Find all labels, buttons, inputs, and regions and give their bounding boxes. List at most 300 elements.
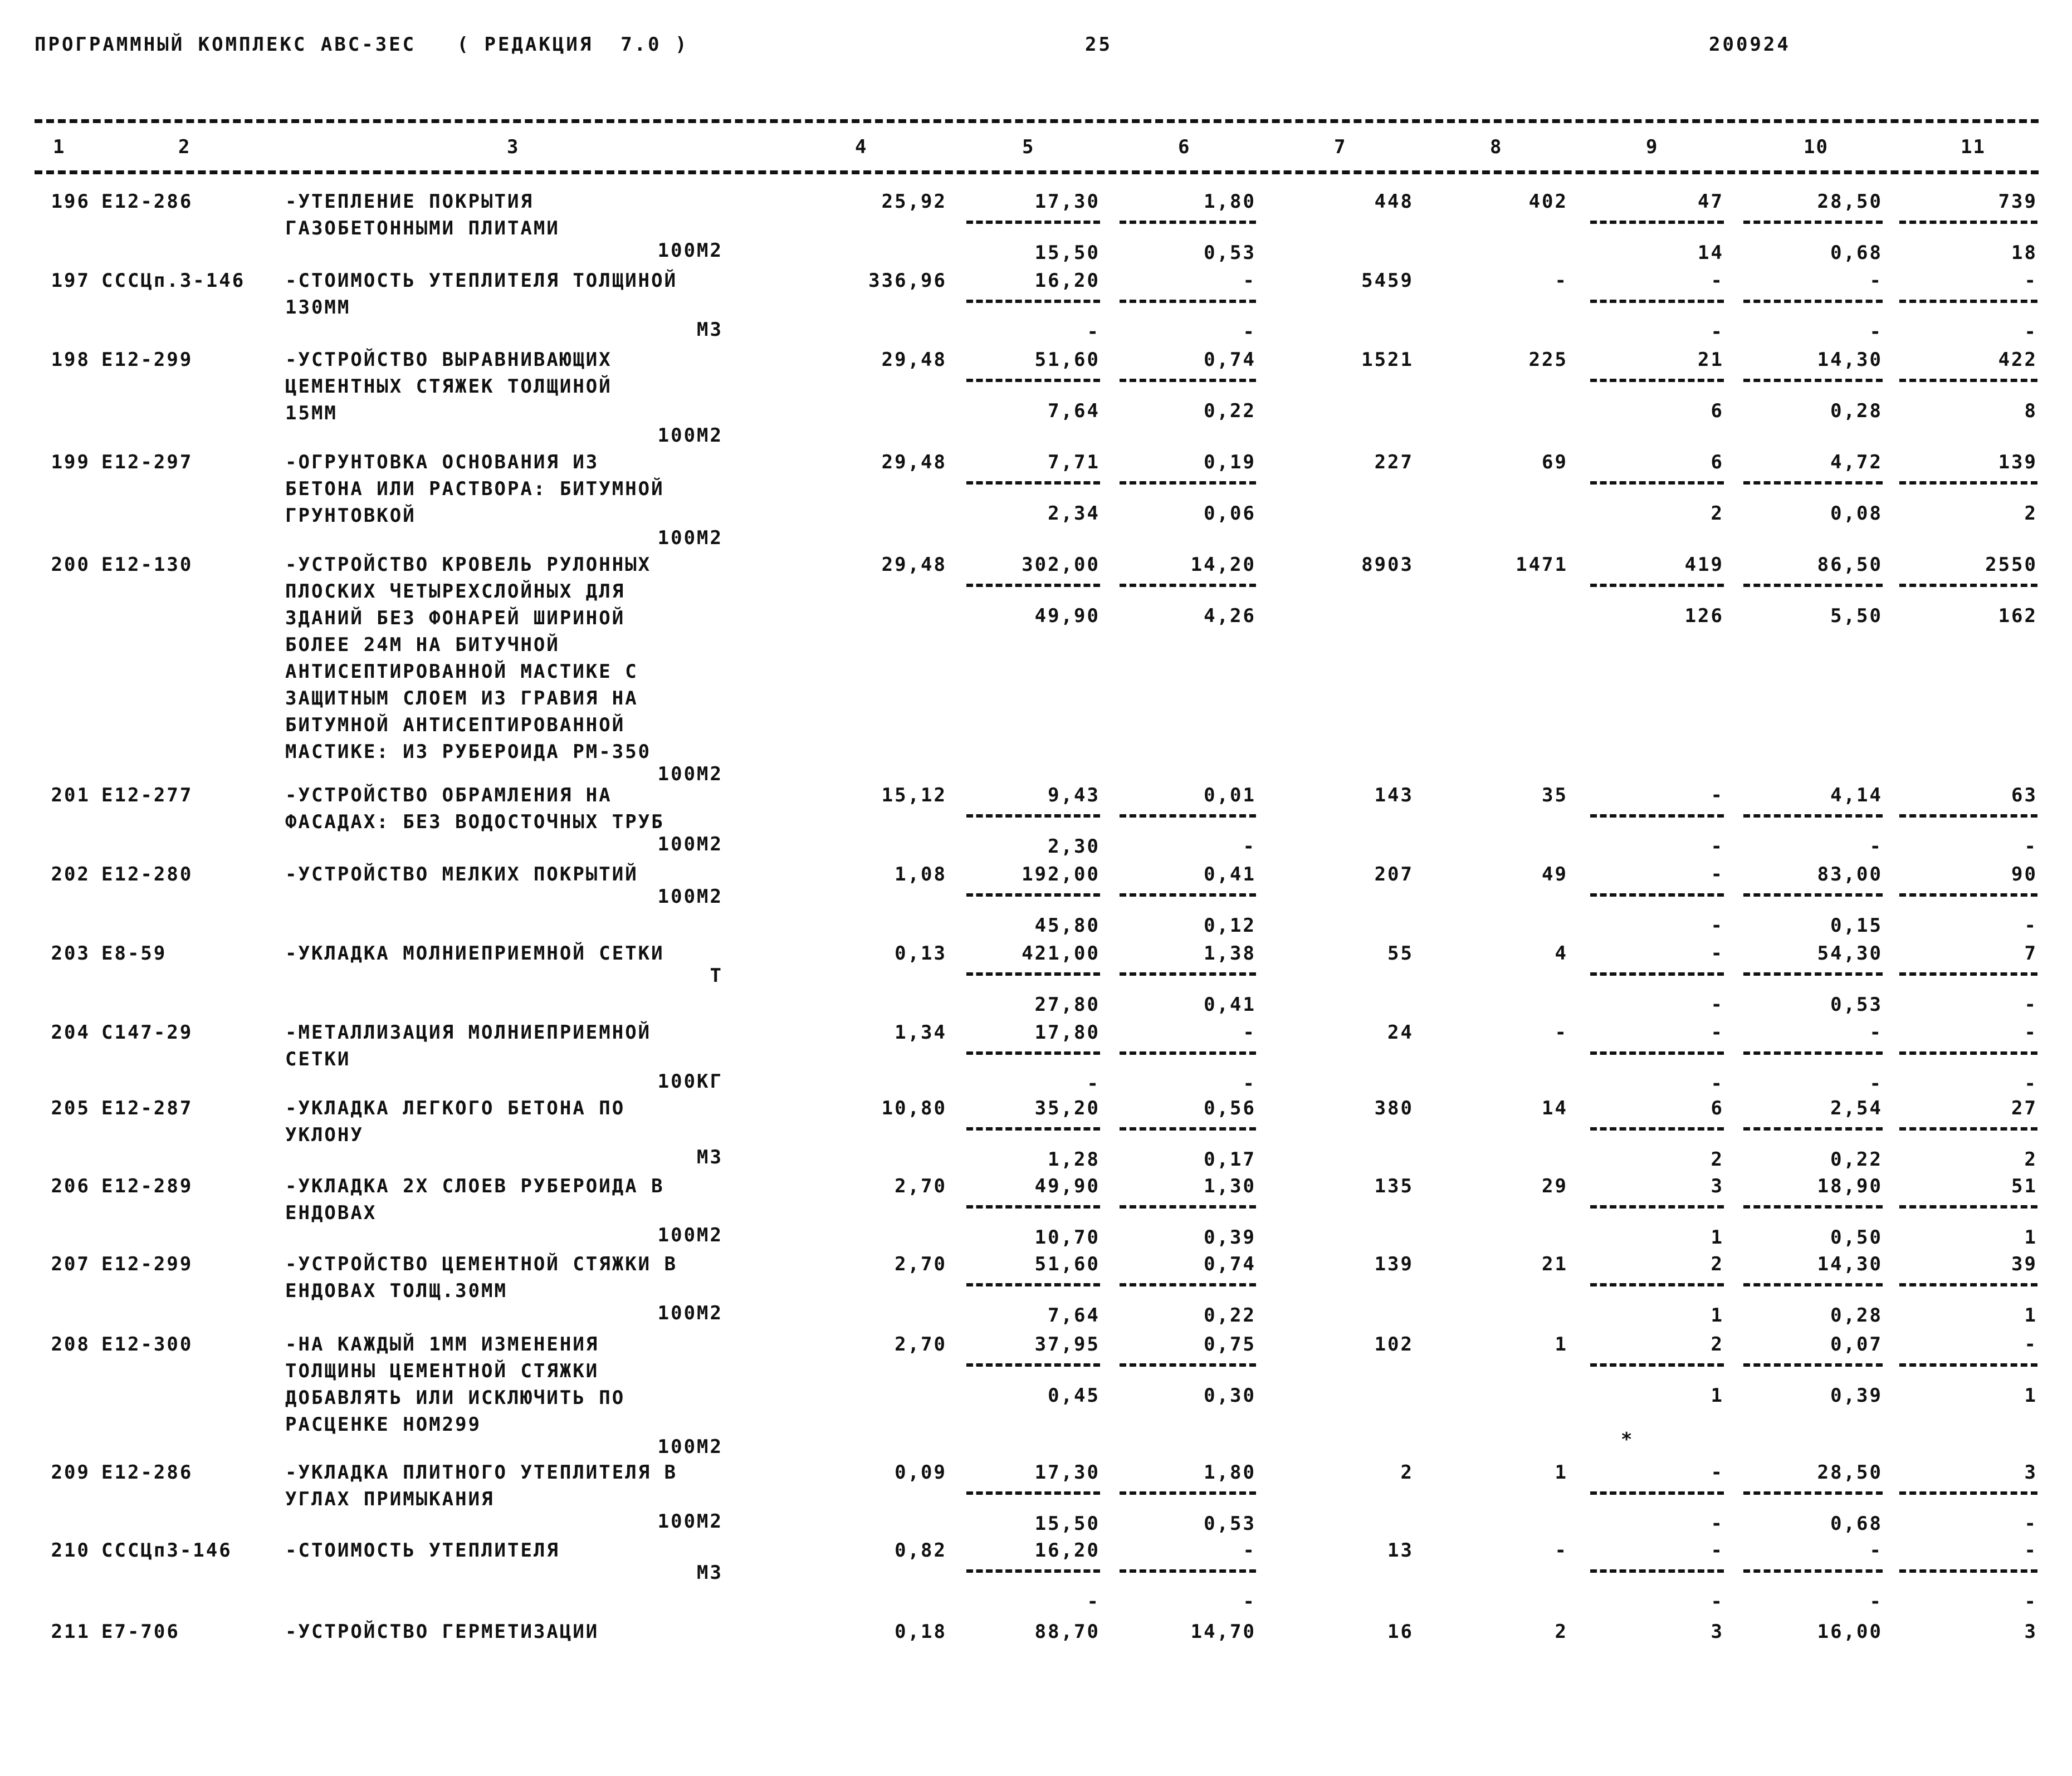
unit-wage-machine: 0,30 — [1204, 1384, 1256, 1407]
subrow-rule — [1590, 1569, 1724, 1573]
total-cost: 24 — [1387, 1021, 1414, 1044]
row-number: 210 — [51, 1539, 90, 1562]
machine-cost: 21 — [1698, 349, 1724, 371]
total-cost: 2 — [1400, 1461, 1414, 1484]
subrow-rule — [1899, 1051, 2037, 1055]
unit-cost: 16,20 — [1034, 1539, 1100, 1562]
unit-cost-machine: 7,64 — [1048, 1304, 1100, 1327]
unit-wage: - — [1243, 270, 1256, 292]
subrow-rule — [1120, 1127, 1256, 1131]
total-cost: 13 — [1387, 1539, 1414, 1562]
unit-wage-machine: - — [1243, 835, 1256, 858]
rate-code: Е12-286 — [101, 1461, 193, 1484]
measure-unit: 100КГ — [657, 1070, 723, 1093]
unit-wage: 0,74 — [1204, 349, 1256, 371]
quantity: 1,34 — [895, 1021, 947, 1044]
labor-machine-total: - — [2024, 914, 2037, 937]
unit-cost-machine: 49,90 — [1034, 605, 1100, 627]
work-description: -УСТРОЙСТВО КРОВЕЛЬ РУЛОННЫХ ПЛОСКИХ ЧЕТЫРЕХСЛОЙНЫХ ДЛЯ ЗДАНИЙ БЕЗ ФОНАРЕЙ ШИРИНОЙ БОЛЕЕ 24М НА БИТУЧНОЙ АНТИСЕПТИРОВАННОЙ МАСТИКЕ С ЗАЩИТНЫМ СЛОЕМ ИЗ ГРАВИЯ НА БИТУМНОЙ АНТИСЕПТИРОВАННОЙ МАСТИКЕ: ИЗ РУБЕРОИДА РМ-350 — [285, 554, 652, 763]
labor-machine-unit: 5,50 — [1830, 605, 1883, 627]
labor-machine-total: - — [2024, 321, 2037, 343]
subrow-rule — [1899, 221, 2037, 224]
labor-machine-unit: - — [1869, 1591, 1883, 1613]
row-number: 209 — [51, 1461, 90, 1484]
subrow-rule — [1120, 1491, 1256, 1495]
quantity: 0,13 — [895, 942, 947, 965]
labor-machine-unit: 0,53 — [1830, 994, 1883, 1016]
quantity: 29,48 — [881, 554, 947, 576]
labor-per-unit: 18,90 — [1817, 1175, 1883, 1197]
unit-wage-machine: 0,53 — [1204, 242, 1256, 264]
rate-code: СССЦп.3-146 — [101, 270, 246, 292]
machine-cost: 6 — [1711, 451, 1724, 473]
machine-wage: - — [1711, 1073, 1724, 1095]
rate-code: Е12-130 — [101, 554, 193, 576]
unit-cost: 88,70 — [1034, 1621, 1100, 1643]
row-number: 208 — [51, 1333, 90, 1356]
unit-wage: 0,74 — [1204, 1253, 1256, 1275]
subrow-rule — [1743, 1051, 1883, 1055]
subrow-rule — [1743, 379, 1883, 382]
subrow-rule — [1120, 300, 1256, 303]
column-number: 11 — [1961, 136, 1986, 158]
total-cost: 380 — [1374, 1097, 1414, 1119]
unit-cost: 51,60 — [1034, 349, 1100, 371]
rate-code: Е12-286 — [101, 190, 193, 213]
total-wage: 29 — [1542, 1175, 1568, 1197]
subrow-rule — [966, 972, 1100, 976]
work-description: -УКЛАДКА 2Х СЛОЕВ РУБЕРОИДА В ЕНДОВАХ — [285, 1175, 664, 1224]
unit-wage: 0,01 — [1204, 784, 1256, 806]
measure-unit: М3 — [697, 1562, 723, 1584]
measure-unit: 100М2 — [657, 1224, 723, 1246]
subrow-rule — [1590, 379, 1724, 382]
labor-machine-unit: 0,22 — [1830, 1148, 1883, 1171]
labor-machine-total: - — [2024, 835, 2037, 858]
total-wage: 1471 — [1516, 554, 1568, 576]
subrow-rule — [1899, 1127, 2037, 1131]
machine-cost: - — [1711, 942, 1724, 965]
unit-cost: 7,71 — [1048, 451, 1100, 473]
unit-cost: 17,30 — [1034, 1461, 1100, 1484]
labor-total: 422 — [1998, 349, 2037, 371]
labor-machine-total: 1 — [2024, 1226, 2037, 1249]
labor-machine-total: 8 — [2024, 400, 2037, 422]
rate-code: Е7-706 — [101, 1621, 180, 1643]
unit-wage: 0,41 — [1204, 863, 1256, 885]
rate-code: Е12-287 — [101, 1097, 193, 1119]
row-number: 206 — [51, 1175, 90, 1197]
measure-unit: 100М2 — [657, 1302, 723, 1324]
machine-wage: 6 — [1711, 400, 1724, 422]
quantity: 2,70 — [895, 1333, 947, 1356]
unit-cost-machine: 2,30 — [1048, 835, 1100, 858]
total-wage: 2 — [1555, 1621, 1568, 1643]
subrow-rule — [1743, 221, 1883, 224]
labor-per-unit: 83,00 — [1817, 863, 1883, 885]
machine-wage: - — [1711, 1591, 1724, 1613]
total-cost: 5459 — [1361, 270, 1414, 292]
machine-wage: 1 — [1711, 1384, 1724, 1407]
quantity: 1,08 — [895, 863, 947, 885]
machine-cost: 47 — [1698, 190, 1724, 213]
work-description: -УТЕПЛЕНИЕ ПОКРЫТИЯ ГАЗОБЕТОННЫМИ ПЛИТАМИ — [285, 190, 560, 239]
measure-unit: 100М2 — [657, 527, 723, 549]
row-number: 204 — [51, 1021, 90, 1044]
unit-cost-machine: 7,64 — [1048, 400, 1100, 422]
subrow-rule — [1899, 481, 2037, 485]
subrow-rule — [966, 1283, 1100, 1286]
machine-cost: - — [1711, 270, 1724, 292]
measure-unit: 100М2 — [657, 833, 723, 855]
work-description: -УСТРОЙСТВО ГЕРМЕТИЗАЦИИ — [285, 1621, 599, 1643]
subrow-rule — [1120, 584, 1256, 587]
unit-cost-machine: 15,50 — [1034, 242, 1100, 264]
labor-per-unit: 0,07 — [1830, 1333, 1883, 1356]
column-number: 9 — [1646, 136, 1659, 158]
labor-per-unit: 28,50 — [1817, 1461, 1883, 1484]
total-wage: 69 — [1542, 451, 1568, 473]
machine-cost: 3 — [1711, 1621, 1724, 1643]
subrow-rule — [1743, 1363, 1883, 1367]
labor-total: 3 — [2024, 1461, 2037, 1484]
row-number: 203 — [51, 942, 90, 965]
unit-cost: 49,90 — [1034, 1175, 1100, 1197]
work-description: -МЕТАЛЛИЗАЦИЯ МОЛНИЕПРИЕМНОЙ СЕТКИ — [285, 1021, 652, 1070]
labor-machine-total: 162 — [1998, 605, 2037, 627]
rate-code: СССЦп3-146 — [101, 1539, 232, 1562]
labor-per-unit: 28,50 — [1817, 190, 1883, 213]
work-description: -ОГРУНТОВКА ОСНОВАНИЯ ИЗ БЕТОНА ИЛИ РАСТВОРА: БИТУМНОЙ ГРУНТОВКОЙ — [285, 451, 664, 527]
labor-machine-unit: 0,08 — [1830, 502, 1883, 525]
labor-per-unit: - — [1869, 1021, 1883, 1044]
unit-wage-machine: 0,39 — [1204, 1226, 1256, 1249]
work-description: -СТОИМОСТЬ УТЕПЛИТЕЛЯ — [285, 1539, 560, 1562]
machine-wage: - — [1711, 914, 1724, 937]
column-number: 8 — [1490, 136, 1503, 158]
quantity: 0,82 — [895, 1539, 947, 1562]
labor-machine-unit: 0,15 — [1830, 914, 1883, 937]
subrow-rule — [1743, 893, 1883, 897]
subrow-rule — [966, 584, 1100, 587]
row-number: 211 — [51, 1621, 90, 1643]
unit-cost-machine: 1,28 — [1048, 1148, 1100, 1171]
subrow-rule — [1120, 1363, 1256, 1367]
unit-cost-machine: 0,45 — [1048, 1384, 1100, 1407]
subrow-rule — [1743, 1283, 1883, 1286]
total-cost: 102 — [1374, 1333, 1414, 1356]
labor-per-unit: 4,14 — [1830, 784, 1883, 806]
total-wage: 35 — [1542, 784, 1568, 806]
labor-machine-unit: 0,50 — [1830, 1226, 1883, 1249]
labor-machine-unit: 0,39 — [1830, 1384, 1883, 1407]
unit-wage-machine: 0,22 — [1204, 1304, 1256, 1327]
labor-total: 27 — [2011, 1097, 2037, 1119]
labor-machine-unit: 0,68 — [1830, 242, 1883, 264]
subrow-rule — [966, 1569, 1100, 1573]
unit-wage: - — [1243, 1539, 1256, 1562]
asterisk-mark: * — [1621, 1428, 1633, 1451]
labor-per-unit: - — [1869, 270, 1883, 292]
machine-cost: 2 — [1711, 1333, 1724, 1356]
subrow-rule — [1590, 1205, 1724, 1209]
machine-cost: 419 — [1684, 554, 1724, 576]
unit-cost-machine: - — [1087, 321, 1100, 343]
subrow-rule — [1743, 300, 1883, 303]
unit-cost: 421,00 — [1022, 942, 1100, 965]
subrow-rule — [1590, 1283, 1724, 1286]
subrow-rule — [1590, 972, 1724, 976]
total-cost: 1521 — [1361, 349, 1414, 371]
subrow-rule — [966, 1491, 1100, 1495]
machine-wage: 2 — [1711, 1148, 1724, 1171]
labor-machine-unit: 0,28 — [1830, 1304, 1883, 1327]
labor-machine-total: 2 — [2024, 502, 2037, 525]
unit-wage: 1,38 — [1204, 942, 1256, 965]
unit-wage-machine: 4,26 — [1204, 605, 1256, 627]
unit-wage-machine: 0,17 — [1204, 1148, 1256, 1171]
machine-cost: - — [1711, 784, 1724, 806]
header-bottom-rule — [35, 170, 2039, 174]
measure-unit: Т — [710, 965, 723, 987]
subrow-rule — [1899, 1283, 2037, 1286]
labor-total: - — [2024, 1333, 2037, 1356]
labor-per-unit: 16,00 — [1817, 1621, 1883, 1643]
labor-total: 39 — [2011, 1253, 2037, 1275]
subrow-rule — [1120, 1283, 1256, 1286]
column-number: 5 — [1022, 136, 1035, 158]
total-wage: 1 — [1555, 1333, 1568, 1356]
unit-wage-machine: 0,53 — [1204, 1513, 1256, 1535]
subrow-rule — [1120, 1051, 1256, 1055]
total-cost: 8903 — [1361, 554, 1414, 576]
work-description: -СТОИМОСТЬ УТЕПЛИТЕЛЯ ТОЛЩИНОЙ 130ММ — [285, 270, 678, 319]
subrow-rule — [1743, 1569, 1883, 1573]
column-number: 6 — [1178, 136, 1191, 158]
unit-wage: 14,20 — [1190, 554, 1256, 576]
unit-cost-machine: 15,50 — [1034, 1513, 1100, 1535]
subrow-rule — [1590, 893, 1724, 897]
unit-cost: 192,00 — [1022, 863, 1100, 885]
column-number: 1 — [53, 136, 66, 158]
unit-cost: 302,00 — [1022, 554, 1100, 576]
labor-per-unit: 14,30 — [1817, 1253, 1883, 1275]
unit-wage-machine: 0,41 — [1204, 994, 1256, 1016]
subrow-rule — [1590, 814, 1724, 818]
machine-wage: - — [1711, 994, 1724, 1016]
unit-wage-machine: 0,12 — [1204, 914, 1256, 937]
subrow-rule — [1743, 814, 1883, 818]
subrow-rule — [1743, 584, 1883, 587]
total-cost: 227 — [1374, 451, 1414, 473]
labor-machine-total: - — [2024, 1513, 2037, 1535]
measure-unit: 100М2 — [657, 885, 723, 908]
labor-per-unit: 54,30 — [1817, 942, 1883, 965]
machine-cost: 3 — [1711, 1175, 1724, 1197]
machine-cost: - — [1711, 1021, 1724, 1044]
machine-wage: - — [1711, 1513, 1724, 1535]
labor-machine-total: 18 — [2011, 242, 2037, 264]
unit-cost: 51,60 — [1034, 1253, 1100, 1275]
column-number: 10 — [1804, 136, 1829, 158]
column-number: 4 — [855, 136, 868, 158]
subrow-rule — [1899, 1205, 2037, 1209]
subrow-rule — [1743, 1127, 1883, 1131]
row-number: 199 — [51, 451, 90, 473]
work-description: -УСТРОЙСТВО ЦЕМЕНТНОЙ СТЯЖКИ В ЕНДОВАХ ТОЛЩ.30ММ — [285, 1253, 678, 1302]
subrow-rule — [1120, 972, 1256, 976]
measure-unit: М3 — [697, 319, 723, 341]
labor-total: - — [2024, 1021, 2037, 1044]
subrow-rule — [966, 1051, 1100, 1055]
subrow-rule — [1590, 300, 1724, 303]
subrow-rule — [966, 1205, 1100, 1209]
subrow-rule — [1899, 814, 2037, 818]
unit-cost: 17,80 — [1034, 1021, 1100, 1044]
rate-code: Е12-280 — [101, 863, 193, 885]
total-wage: - — [1555, 1021, 1568, 1044]
row-number: 198 — [51, 349, 90, 371]
labor-total: 7 — [2024, 942, 2037, 965]
subrow-rule — [1590, 1491, 1724, 1495]
rate-code: Е12-299 — [101, 349, 193, 371]
machine-wage: 14 — [1698, 242, 1724, 264]
subrow-rule — [966, 814, 1100, 818]
labor-per-unit: 2,54 — [1830, 1097, 1883, 1119]
work-description: -УКЛАДКА МОЛНИЕПРИЕМНОЙ СЕТКИ — [285, 942, 664, 965]
quantity: 2,70 — [895, 1175, 947, 1197]
unit-wage: 1,80 — [1204, 190, 1256, 213]
labor-machine-total: 1 — [2024, 1384, 2037, 1407]
labor-total: 139 — [1998, 451, 2037, 473]
quantity: 2,70 — [895, 1253, 947, 1275]
subrow-rule — [966, 379, 1100, 382]
quantity: 29,48 — [881, 451, 947, 473]
column-number: 3 — [507, 136, 520, 158]
total-cost: 55 — [1387, 942, 1414, 965]
work-description: -УСТРОЙСТВО МЕЛКИХ ПОКРЫТИЙ — [285, 863, 638, 885]
measure-unit: 100М2 — [657, 1510, 723, 1533]
machine-cost: - — [1711, 863, 1724, 885]
unit-cost: 9,43 — [1048, 784, 1100, 806]
total-wage: - — [1555, 1539, 1568, 1562]
total-wage: 49 — [1542, 863, 1568, 885]
subrow-rule — [1120, 1569, 1256, 1573]
labor-per-unit: - — [1869, 1539, 1883, 1562]
unit-cost: 37,95 — [1034, 1333, 1100, 1356]
machine-cost: 2 — [1711, 1253, 1724, 1275]
total-wage: 14 — [1542, 1097, 1568, 1119]
subrow-rule — [1590, 584, 1724, 587]
rate-code: Е8-59 — [101, 942, 167, 965]
labor-machine-unit: - — [1869, 1073, 1883, 1095]
unit-cost-machine: 2,34 — [1048, 502, 1100, 525]
labor-machine-total: 2 — [2024, 1148, 2037, 1171]
unit-wage-machine: - — [1243, 1073, 1256, 1095]
row-number: 196 — [51, 190, 90, 213]
total-wage: 402 — [1528, 190, 1568, 213]
measure-unit: 100М2 — [657, 424, 723, 447]
work-description: -УСТРОЙСТВО ОБРАМЛЕНИЯ НА ФАСАДАХ: БЕЗ ВОДОСТОЧНЫХ ТРУБ — [285, 784, 664, 833]
labor-total: 90 — [2011, 863, 2037, 885]
total-wage: 1 — [1555, 1461, 1568, 1484]
total-wage: 21 — [1542, 1253, 1568, 1275]
total-cost: 143 — [1374, 784, 1414, 806]
unit-wage: 1,30 — [1204, 1175, 1256, 1197]
work-description: -НА КАЖДЫЙ 1ММ ИЗМЕНЕНИЯ ТОЛЩИНЫ ЦЕМЕНТНОЙ СТЯЖКИ ДОБАВЛЯТЬ ИЛИ ИСКЛЮЧИТЬ ПО РАСЦЕНКЕ НОМ299 — [285, 1333, 625, 1436]
subrow-rule — [966, 300, 1100, 303]
machine-wage: 1 — [1711, 1304, 1724, 1327]
measure-unit: 100М2 — [657, 763, 723, 785]
rate-code: Е12-297 — [101, 451, 193, 473]
quantity: 15,12 — [881, 784, 947, 806]
subrow-rule — [1120, 379, 1256, 382]
page-number: 25 — [1085, 33, 1112, 56]
unit-wage-machine: - — [1243, 1591, 1256, 1613]
unit-cost: 35,20 — [1034, 1097, 1100, 1119]
machine-wage: 126 — [1684, 605, 1724, 627]
row-number: 201 — [51, 784, 90, 806]
labor-machine-total: 1 — [2024, 1304, 2037, 1327]
column-number: 7 — [1334, 136, 1347, 158]
total-wage: 225 — [1528, 349, 1568, 371]
quantity: 10,80 — [881, 1097, 947, 1119]
subrow-rule — [1899, 1363, 2037, 1367]
subrow-rule — [1120, 221, 1256, 224]
unit-wage-machine: - — [1243, 321, 1256, 343]
labor-machine-total: - — [2024, 994, 2037, 1016]
quantity: 336,96 — [868, 270, 947, 292]
subrow-rule — [1899, 1569, 2037, 1573]
labor-machine-unit: 0,68 — [1830, 1513, 1883, 1535]
labor-machine-unit: - — [1869, 835, 1883, 858]
row-number: 197 — [51, 270, 90, 292]
work-description: -УКЛАДКА ЛЕГКОГО БЕТОНА ПО УКЛОНУ — [285, 1097, 625, 1146]
rate-code: Е12-289 — [101, 1175, 193, 1197]
subrow-rule — [1899, 893, 2037, 897]
labor-total: 51 — [2011, 1175, 2037, 1197]
unit-wage: 14,70 — [1190, 1621, 1256, 1643]
machine-wage: - — [1711, 321, 1724, 343]
subrow-rule — [1120, 1205, 1256, 1209]
unit-cost: 17,30 — [1034, 190, 1100, 213]
quantity: 0,18 — [895, 1621, 947, 1643]
subrow-rule — [1743, 481, 1883, 485]
subrow-rule — [1590, 221, 1724, 224]
machine-cost: 6 — [1711, 1097, 1724, 1119]
subrow-rule — [1120, 893, 1256, 897]
machine-cost: - — [1711, 1539, 1724, 1562]
unit-wage: 0,19 — [1204, 451, 1256, 473]
row-number: 202 — [51, 863, 90, 885]
measure-unit: М3 — [697, 1146, 723, 1168]
unit-wage-machine: 0,22 — [1204, 400, 1256, 422]
labor-total: 3 — [2024, 1621, 2037, 1643]
rate-code: Е12-300 — [101, 1333, 193, 1356]
subrow-rule — [1743, 972, 1883, 976]
header-top-rule — [35, 119, 2039, 123]
subrow-rule — [1899, 300, 2037, 303]
total-cost: 448 — [1374, 190, 1414, 213]
rate-code: Е12-299 — [101, 1253, 193, 1275]
program-title: ПРОГРАММНЫЙ КОМПЛЕКС АВС-ЗЕС ( РЕДАКЦИЯ 7.0 ) — [35, 33, 689, 56]
subrow-rule — [1590, 1127, 1724, 1131]
total-cost: 139 — [1374, 1253, 1414, 1275]
unit-cost-machine: - — [1087, 1073, 1100, 1095]
unit-cost-machine: - — [1087, 1591, 1100, 1613]
subrow-rule — [1899, 584, 2037, 587]
unit-wage-machine: 0,06 — [1204, 502, 1256, 525]
